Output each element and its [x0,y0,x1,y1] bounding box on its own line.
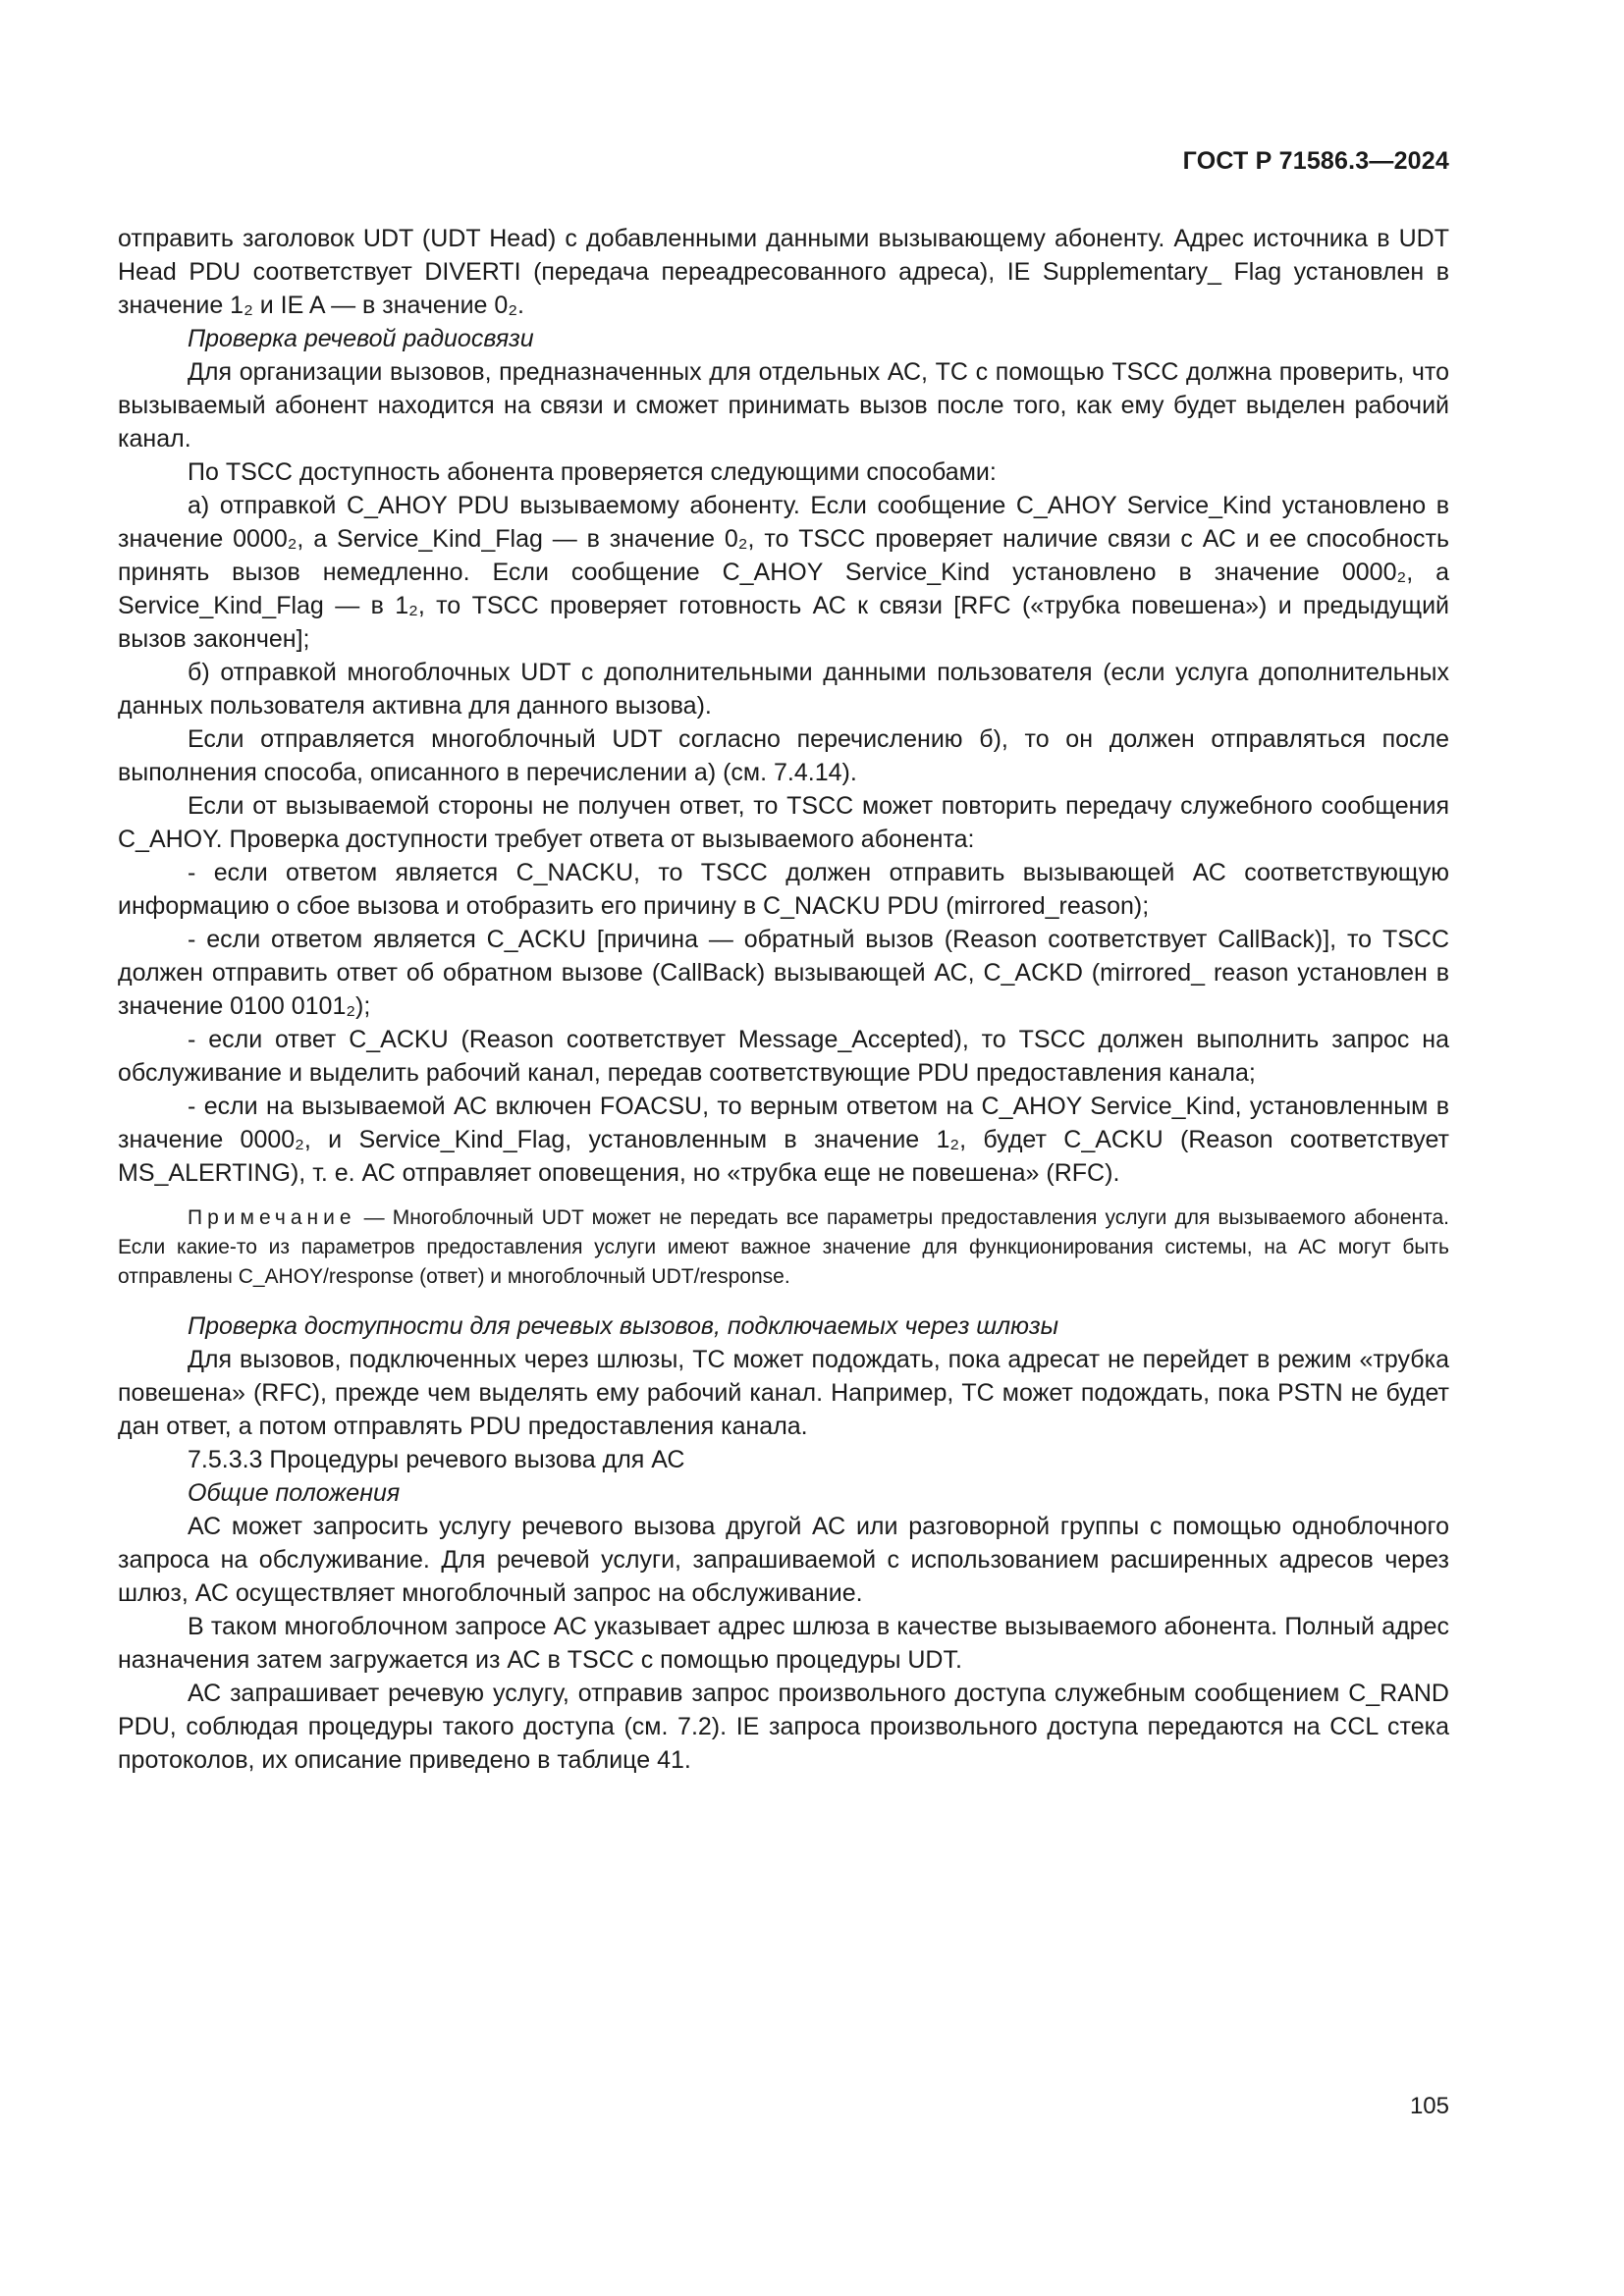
paragraph: Если отправляется многоблочный UDT согласно перечислению б), то он должен отправляться после выполнения способа, описанного в перечислении а) (см. 7.4.14). [118,725,1449,786]
paragraph: отправить заголовок UDT (UDT Head) с добавленными данными вызывающему абоненту. Адрес источника в UDT Head PDU соответствует DIVERTI (передача переадресованного адреса), IE Supplementary_ Flag установлен в значение 1₂ и IE A — в значение 0₂. [118,225,1449,319]
subheading: Общие положения [188,1479,401,1507]
paragraph: В таком многоблочном запросе АС указывает адрес шлюза в качестве вызываемого абонента. Полный адрес назначения затем загружается из АС в TSCC с помощью процедуры UDT. [118,1613,1449,1674]
note-text: — Многоблочный UDT может не передать все параметры предоставления услуги для вызываемого абонента. Если какие-то из параметров предоставления услуги имеют важное значение для функционирования системы, на АС могут быть отправлены C_AHOY/response (ответ) и многоблочный UDT/response. [118,1206,1449,1288]
paragraph: АС может запросить услугу речевого вызова другой АС или разговорной группы с помощью одноблочного запроса на обслуживание. Для речевой услуги, запрашиваемой с использованием расширенных адресов через шлюз, АС осуществляет многоблочный запрос на обслуживание. [118,1513,1449,1607]
dash-list-item: - если ответом является C_ACKU [причина — обратный вызов (Reason соответствует CallBack)], то TSCC должен отправить ответ об обратном вызове (CallBack) вызывающей АС, C_ACKD (mirrored_ reason установлен в значение 0100 0101₂); [118,926,1449,1020]
paragraph: АС запрашивает речевую услугу, отправив запрос произвольного доступа служебным сообщением C_RAND PDU, соблюдая процедуры такого доступа (см. 7.2). IE запроса произвольного доступа передаются на CCL стека протоколов, их описание приведено в таблице 41. [118,1680,1449,1774]
paragraph: Для организации вызовов, предназначенных для отдельных АС, ТС с помощью TSCC должна проверить, что вызываемый абонент находится на связи и сможет принимать вызов после того, как ему будет выделен рабочий канал. [118,358,1449,453]
subheading: Проверка речевой радиосвязи [188,325,534,352]
note-label: Примечание [188,1206,356,1229]
dash-list-item: - если ответом является C_NACKU, то TSCC должен отправить вызывающей АС соответствующую информацию о сбое вызова и отобразить его причину в C_NACKU PDU (mirrored_reason); [118,859,1449,920]
list-item: а) отправкой C_AHOY PDU вызываемому абоненту. Если сообщение C_AHOY Service_Kind установлено в значение 0000₂, а Service_Kind_Flag — в значение 0₂, то TSCC проверяет наличие связи с АС и ее способность принять вызов немедленно. Если сообщение C_AHOY Service_Kind установлено в значение 0000₂, а Service_Kind_Flag — в 1₂, то TSCC проверяет готовность АС к связи [RFC («трубка повешена») и предыдущий вызов закончен]; [118,492,1449,653]
paragraph: Если от вызываемой стороны не получен ответ, то TSCC может повторить передачу служебного сообщения C_AHOY. Проверка доступности требует ответа от вызываемого абонента: [118,792,1449,853]
document-body [118,222,1449,1777]
dash-list-item: - если на вызываемой АС включен FOACSU, то верным ответом на C_AHOY Service_Kind, установленным в значение 0000₂, и Service_Kind_Flag, установленным в значение 1₂, будет C_ACKU (Reason соответствует MS_ALERTING), т. е. АС отправляет оповещения, но «трубка еще не повешена» (RFC). [118,1093,1449,1187]
paragraph: По TSCC доступность абонента проверяется следующими способами: [188,458,997,486]
page-number: 105 [1409,2093,1449,2119]
dash-list-item: - если ответ C_ACKU (Reason соответствует Message_Accepted), то TSCC должен выполнить запрос на обслуживание и выделить рабочий канал, передав соответствующие PDU предоставления канала; [118,1026,1449,1087]
document-standard-id: ГОСТ Р 71586.3—2024 [1182,147,1449,175]
subheading: Проверка доступности для речевых вызовов, подключаемых через шлюзы [188,1312,1058,1340]
list-item: б) отправкой многоблочных UDT с дополнительными данными пользователя (если услуга дополнительных данных пользователя активна для данного вызова). [118,659,1449,720]
paragraph: Для вызовов, подключенных через шлюзы, ТС может подождать, пока адресат не перейдет в режим «трубка повешена» (RFC), прежде чем выделять ему рабочий канал. Например, ТС может подождать, пока PSTN не будет дан ответ, а потом отправлять PDU предоставления канала. [118,1346,1449,1440]
section-heading: 7.5.3.3 Процедуры речевого вызова для АС [188,1446,685,1473]
note [118,1203,1449,1292]
